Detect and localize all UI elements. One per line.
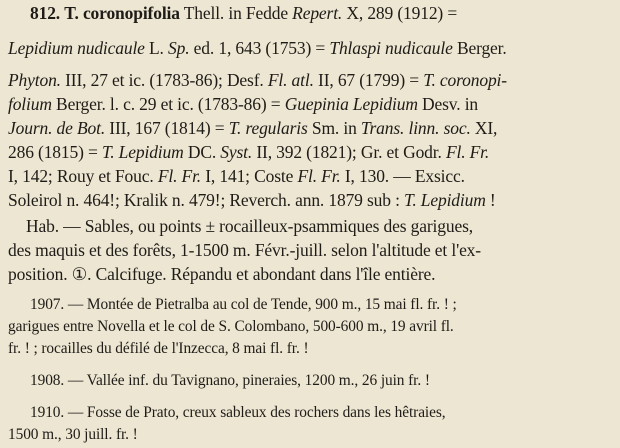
habitat-line-3: position. ①. Calcifuge. Répandu et abondant dans l'île entière.: [8, 264, 436, 284]
record-1910-line-2: 1500 m., 30 juill. fr. !: [8, 426, 138, 443]
habitat-line-2: des maquis et des forêts, 1-1500 m. Févr.-juill. selon l'altitude et l'ex-: [8, 240, 481, 260]
entry-line-1: 812. T. coronopifolia Thell. in Fedde Repert. X, 289 (1912) =: [30, 3, 458, 23]
entry-line-6: 286 (1815) = T. Lepidium DC. Syst. II, 392 (1821); Gr. et Godr. Fl. Fr.: [8, 142, 490, 162]
record-1907-line-2: garigues entre Novella et le col de S. Colombano, 500-600 m., 19 avril fl.: [8, 318, 454, 335]
record-1908-line-1: 1908. — Vallée inf. du Tavignano, pineraies, 1200 m., 26 juin fr. !: [30, 372, 430, 389]
species-name: T. coronopifolia: [64, 3, 180, 23]
record-1907-line-1: 1907. — Montée de Pietralba au col de Tende, 900 m., 15 mai fl. fr. ! ;: [30, 296, 457, 313]
record-1907-line-3: fr. ! ; rocailles du défilé de l'Inzecca, 8 mai fl. fr. !: [8, 340, 309, 357]
entry-line-2: Lepidium nudicaule L. Sp. ed. 1, 643 (1753) = Thlaspi nudicaule Berger.: [8, 38, 507, 58]
entry-line-5: Journ. de Bot. III, 167 (1814) = T. regularis Sm. in Trans. linn. soc. XI,: [8, 118, 498, 138]
entry-line-8: Soleirol n. 464!; Kralik n. 479!; Reverch. ann. 1879 sub : T. Lepidium !: [8, 190, 496, 210]
habitat-line-1: Hab. — Sables, ou points ± rocailleux-psammiques des garigues,: [26, 216, 473, 236]
entry-number: 812.: [30, 3, 61, 23]
entry-line-3: Phyton. III, 27 et ic. (1783-86); Desf. Fl. atl. II, 67 (1799) = T. coronopi-: [8, 70, 507, 90]
entry-line-4: folium Berger. l. c. 29 et ic. (1783-86) = Guepinia Lepidium Desv. in: [8, 94, 479, 114]
record-1910-line-1: 1910. — Fosse de Prato, creux sableux des rochers dans les hêtraies,: [30, 404, 446, 421]
entry-line-7: I, 142; Rouy et Fouc. Fl. Fr. I, 141; Coste Fl. Fr. I, 130. — Exsicc.: [8, 166, 465, 186]
